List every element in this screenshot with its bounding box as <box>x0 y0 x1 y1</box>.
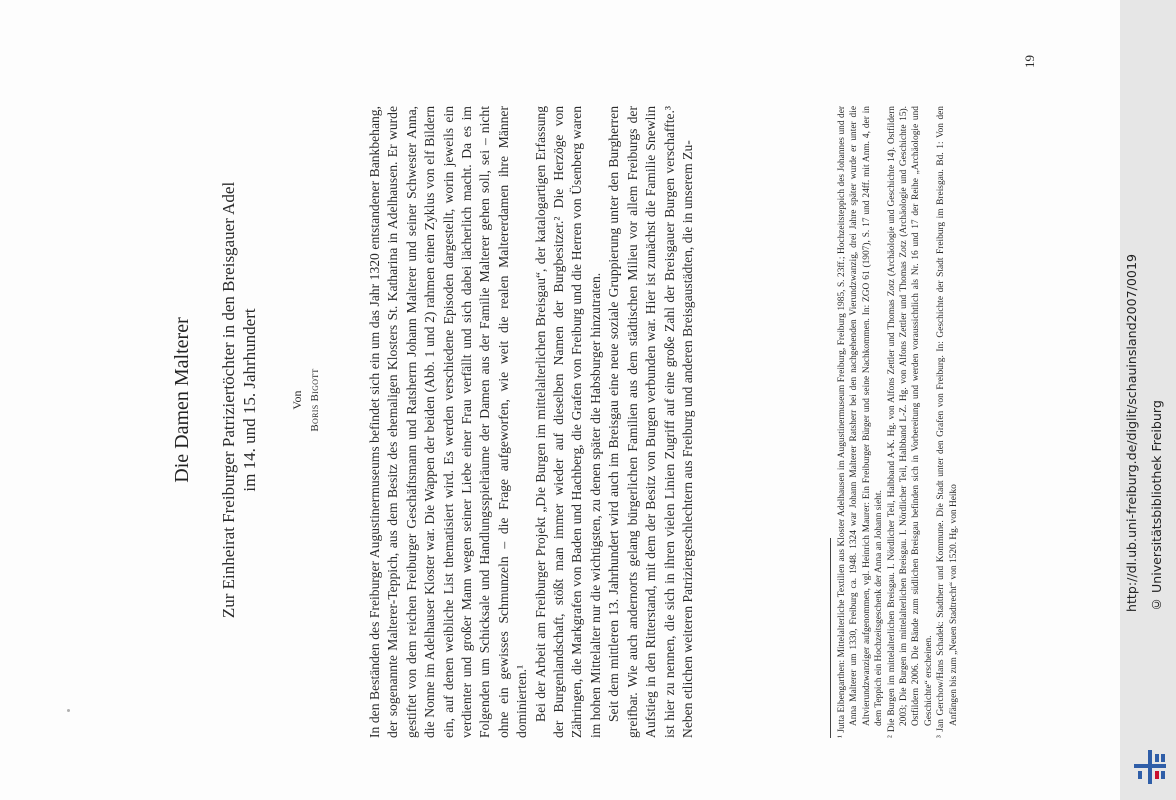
article-title: Die Damen Malterer <box>171 317 193 483</box>
footnote: ² Die Burgen im mittelalterlichen Breisgau. I. Nördlicher Teil, Halbband A-K. Hg. von Alfons Zettler und Thomas Zotz (Archäologie und Geschichte 14). Ostfildern 2003; Die Burgen im mittelalterlichen Breisgau. I. Nördlicher Teil, Halbband L-Z. Hg. von Alfons Zettler und Thomas Zotz (Archäologie und Geschichte 15). Ostfildern 2006. Die Bände zum südlichen Breisgau befinden sich in Vorbereitung und werden voraussichtlich als Nr. 16 und 17 der Reihe „Archäologie und Geschichte“ erscheinen. <box>886 106 934 738</box>
logo-block <box>1138 771 1142 779</box>
paragraph: Bei der Arbeit am Freiburger Projekt „Die Burgen im mittelalterlichen Breisgau“, der katalogartigen Erfassung der Burgenlandschaft, stößt man immer wieder auf dieselben Namen der Burgbesitzer.² Die Herzöge von Zähringen, die Markgrafen von Baden und Hachberg, die Grafen von Freiburg und die Herren von Üsenberg waren im hohen Mittelalter nur die wichtigsten, zu denen später die Habsburger hinzutraten. <box>532 106 603 738</box>
subtitle-line-2: im 14. und 15. Jahrhundert <box>240 308 259 492</box>
body-text <box>366 106 697 738</box>
footnote-rule <box>830 538 831 738</box>
university-library-logo-icon <box>1128 744 1172 788</box>
footnotes <box>836 106 960 738</box>
author-by: Von <box>290 390 304 410</box>
author-name: Boris Bigott <box>309 368 321 432</box>
paragraph: Seit dem mittleren 13. Jahrhundert wird auch im Breisgau eine neue soziale Gruppierung unter den Burgherren greifbar. Wie auch andernorts gelang bürgerlichen Familien aus dem städtischen Milieu vor allem Freiburgs der Aufstieg in den Ritterstand, mit dem der Besitz von Burgen verbunden war. Hier ist zunächst die Familie Snewlin ist hier zu nennen, die sich in ihren vielen Linien Zugriff auf eine große Zahl der Breisgauer Burgen verschaffte.³ Neben etlichen weiteren Patriziergeschlechtern aus Freiburg und anderen Breisgaustädten, die in unserem Zu- <box>606 106 695 738</box>
footnote: ³ Jan Gerchow/Hans Schadek: Stadtherr und Kommune. Die Stadt unter den Grafen von Freiburg. In: Geschichte der Stadt Freiburg im Breisgau. Bd. 1: Von den Anfängen bis zum „Neuen Stadtrecht“ von 1520. Hg. von Heiko <box>936 106 959 738</box>
page-number: 19 <box>1022 55 1037 68</box>
logo-block <box>1161 754 1165 762</box>
article-subtitle <box>218 0 260 800</box>
subtitle-line-1: Zur Einheirat Freiburger Patriziertöchter in den Breisgauer Adel <box>219 181 238 619</box>
logo-block <box>1161 771 1165 779</box>
footnote: ¹ Jutta Eibengarthen: Mittelalterliche Textilien aus Kloster Adelhausen im Augustinermuseum Freiburg, Freiburg 1985, S. 23ff.; Hochzeitsteppich des Johannes und der Anna Malterer um 1330, Freiburg ca. 1948. 1324 war Johann Malterer Ratsherr bei den nachgehenden Vierundzwanzig, drei Jahre später wurde er unter die Altvierundzwanziger aufgenommen, vgl. Heinrich Maurer: Ein Freiburger Bürger und seine Nachkommen. In: ZGO 61 (1907), S. 17 und 24ff. mit Anm. 4, der in dem Teppich ein Hochzeitsgeschenk der Anna an Johann sieht. <box>837 106 885 738</box>
logo-red-block <box>1155 771 1159 779</box>
author-block <box>288 0 324 800</box>
source-url-link[interactable]: http://dl.ub.uni-freiburg.de/diglit/schauinsland2007/0019 <box>1124 254 1139 612</box>
copyright-notice: © Universitätsbibliothek Freiburg <box>1149 400 1164 612</box>
paragraph: In den Beständen des Freiburger Augustinermuseums befindet sich ein um das Jahr 1320 entstandener Bankbehang, der sogenannte Malterer-Teppich, aus dem Besitz des ehemaligen Klosters St. Katharina in Adelhausen. Er wurde gestiftet von dem reichen Freiburger Geschäftsmann und Ratsherrn Johann Malterer und seiner Schwester Anna, die Nonne im Adelhauser Kloster war. Die Wappen der beiden (Abb. 1 und 2) rahmen einen Zyklus von elf Bildern ein, auf denen weibliche List thematisiert wird. Es werden verschiedene Episoden dargestellt, worin jeweils ein verdienter und großer Mann wegen seiner Liebe einer Frau verfällt und sich dabei lächerlich macht. Da es im Folgenden um Schicksale und Handlungsspielräume der Damen aus der Familie Malterer gehen soll, sei – nicht ohne ein gewisses Schmunzeln – die Frage aufgeworfen, wie weit die realen Maltererdamen ihre Männer dominierten.¹ <box>367 106 530 738</box>
logo-block <box>1155 754 1159 762</box>
scan-speck <box>67 709 70 712</box>
logo-horizontal-bar <box>1134 764 1166 768</box>
